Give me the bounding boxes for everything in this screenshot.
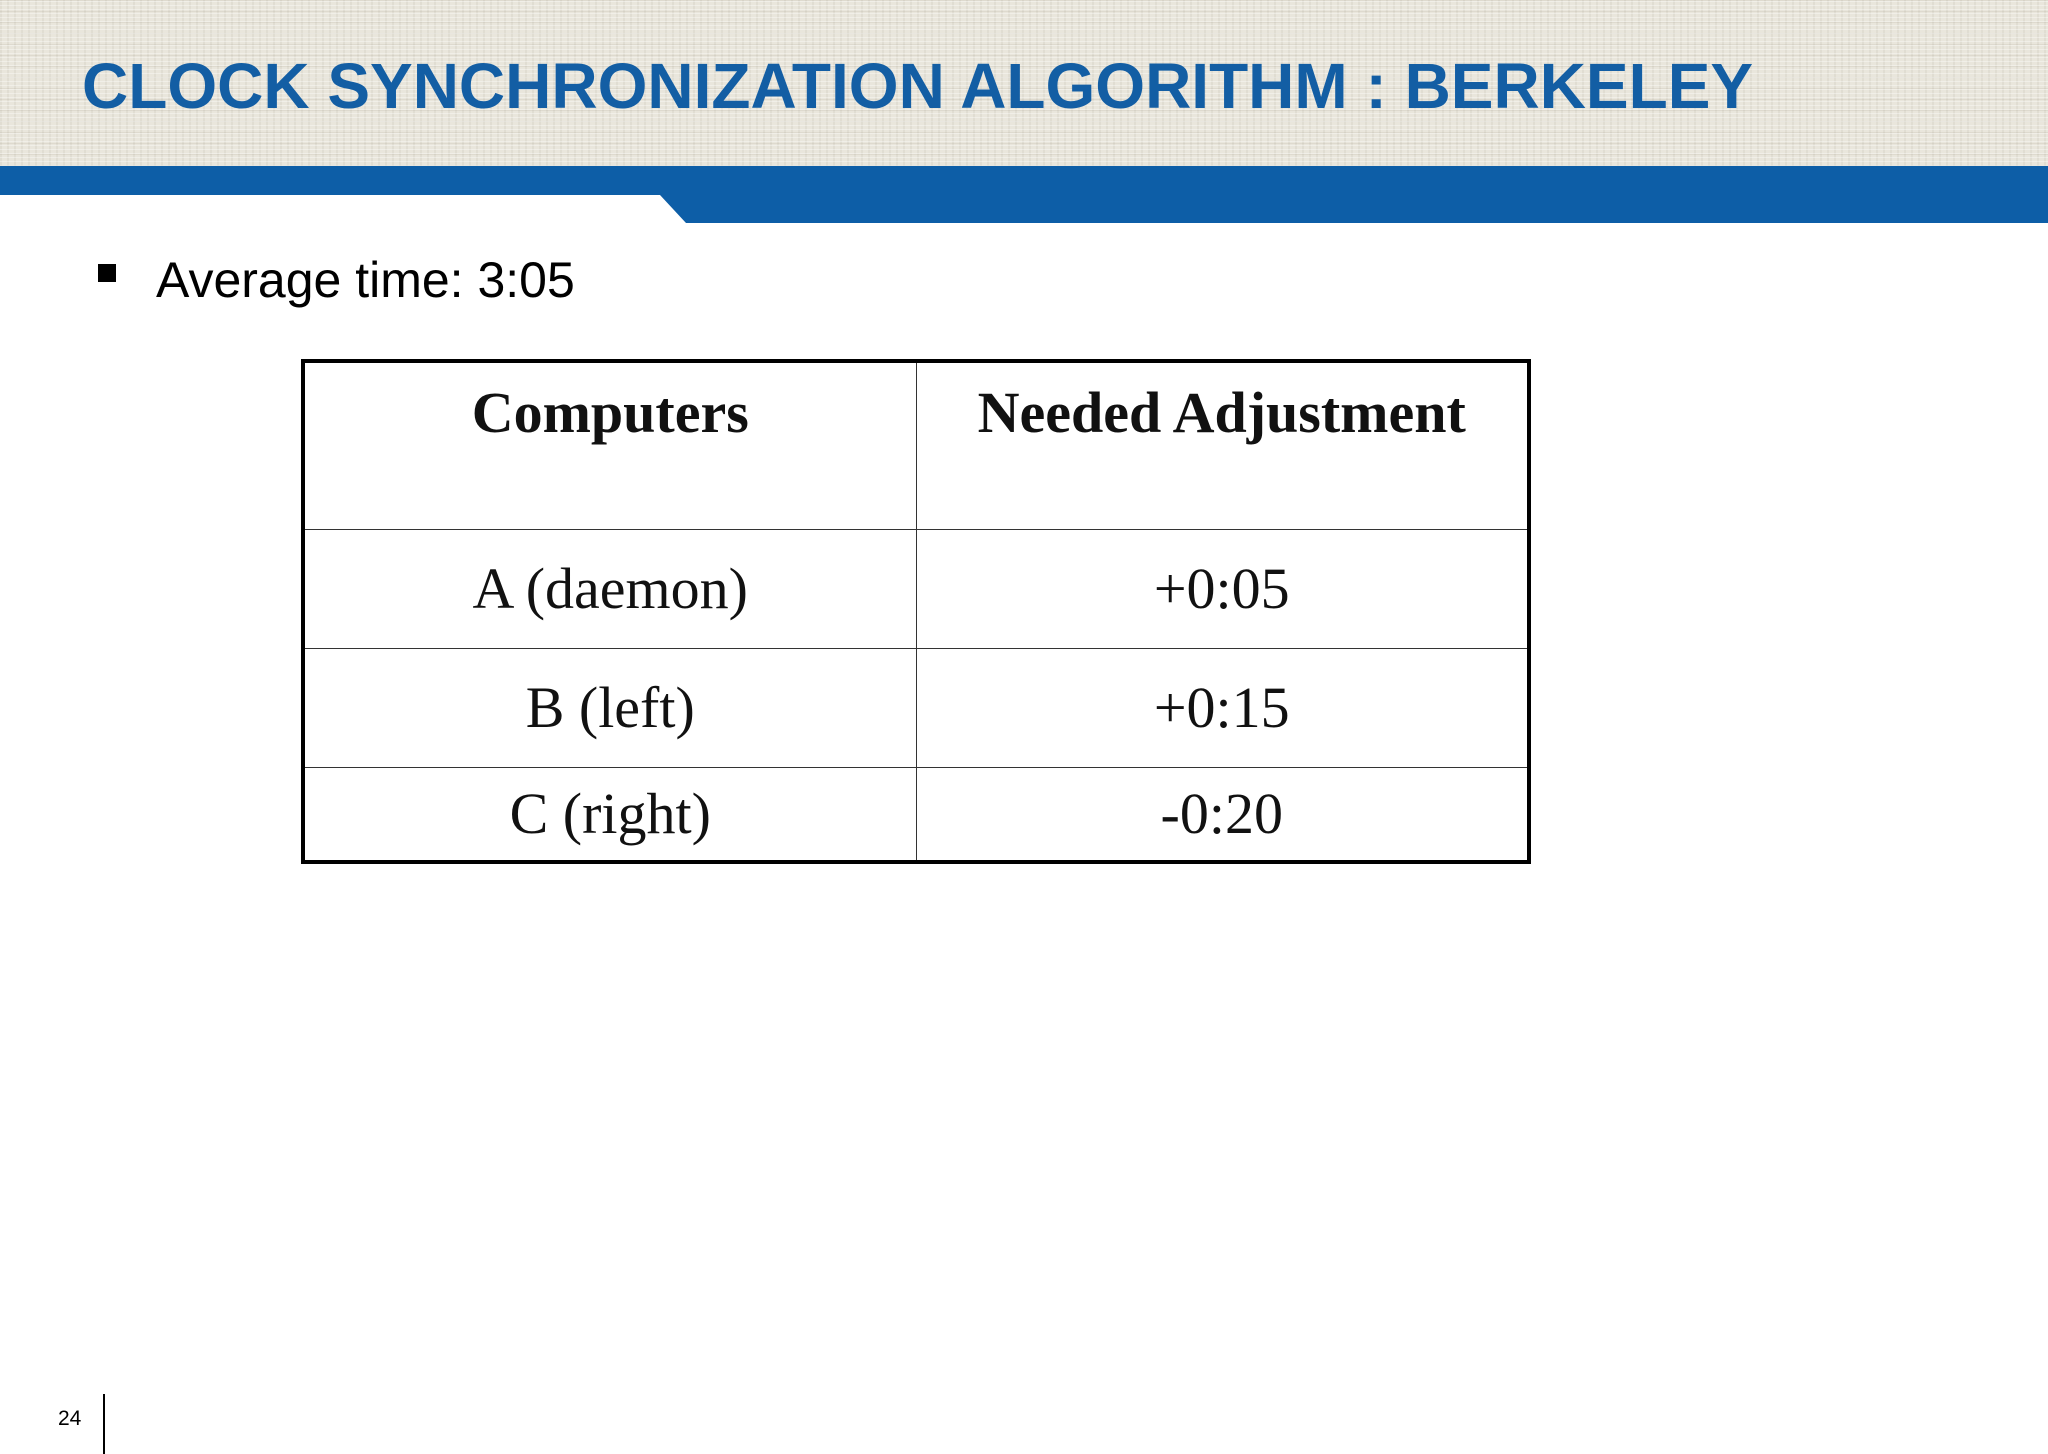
table-row xyxy=(303,529,1529,648)
table-row xyxy=(303,648,1529,767)
header-banner xyxy=(0,0,2048,166)
adjustment-cell: +0:05 xyxy=(916,529,1529,648)
computer-cell: B (left) xyxy=(303,648,916,767)
page-number: 24 xyxy=(58,1407,82,1430)
computer-cell: C (right) xyxy=(303,767,916,862)
computer-cell: A (daemon) xyxy=(303,529,916,648)
bullet-text: Average time: 3:05 xyxy=(156,252,575,308)
slide-title: CLOCK SYNCHRONIZATION ALGORITHM : BERKELEY xyxy=(82,50,1754,122)
table-row xyxy=(303,767,1529,862)
square-bullet-icon xyxy=(98,264,116,282)
footer-divider xyxy=(103,1394,105,1454)
title-accent-band xyxy=(0,166,2048,223)
table-header-row xyxy=(303,361,1529,529)
column-header-computers: Computers xyxy=(303,361,916,529)
adjustment-cell: +0:15 xyxy=(916,648,1529,767)
column-header-needed-adjustment: Needed Adjustment xyxy=(916,361,1529,529)
adjustment-cell: -0:20 xyxy=(916,767,1529,862)
adjustment-table xyxy=(301,359,1531,864)
